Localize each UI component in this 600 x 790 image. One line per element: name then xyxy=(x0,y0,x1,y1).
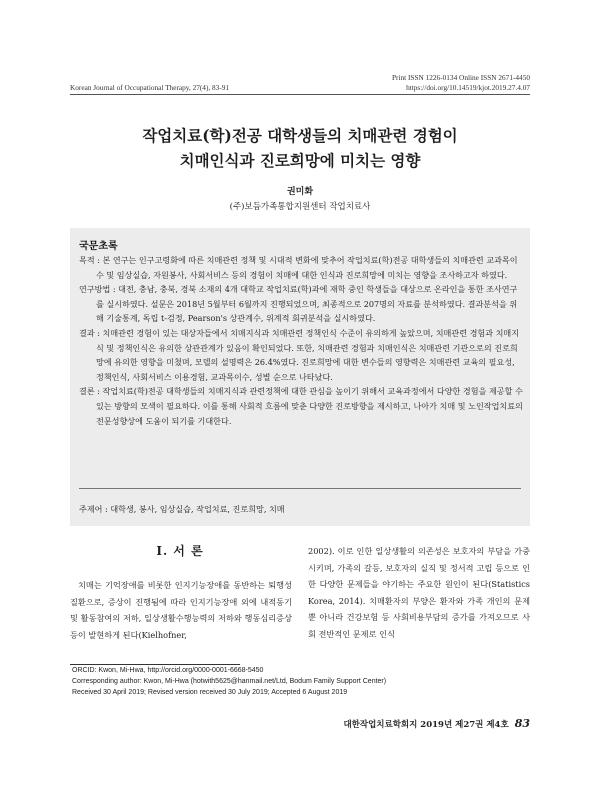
footnote-divider xyxy=(70,664,240,665)
header-divider xyxy=(70,94,530,95)
footnote-orcid: ORCID: Kwon, Mi-Hwa, http://orcid.org/0000-0001-6668-5450 xyxy=(72,667,264,674)
abstract-body xyxy=(79,253,523,428)
author-name: 권미화 xyxy=(286,187,314,197)
paper-title-line-1: 작업치료(학)전공 대학생들의 치매관련 경험이 xyxy=(142,126,458,145)
page-footer xyxy=(343,717,530,730)
page-number: 83 xyxy=(514,717,530,730)
section-title-introduction: I. 서 론 xyxy=(156,544,204,558)
abstract-purpose: 목적 : 본 연구는 인구고령화에 따른 치매관련 정책 및 시대적 변화에 맞추어 작업치료(학)전공 대학생들의 치매관련 교과목이수 및 임상실습, 자원봉사, 사회서비스 등의 경험이 치매에 대한 인식과 진로희망에 미치는 영향을 조사하고자 하였다. xyxy=(79,255,518,280)
abstract-heading: 국문초록 xyxy=(79,241,118,252)
keywords: 주제어 : 대학생, 봉사, 임상실습, 작업치료, 진로희망, 치매 xyxy=(79,504,285,514)
footnote-corresponding-author: Corresponding author: Kwon, Mi-Hwa (hotwith5625@hanmail.net/Ltd, Bodum Family Support Center) xyxy=(72,678,387,685)
abstract-results: 결과 : 치매관련 경험이 있는 대상자들에서 치매지식과 치매관련 정책인식 수준이 유의하게 높았으며, 치매관련 경험과 치매지식 및 정책인식은 유의한 상관관계가 있음이 확인되었다. 또한, 치매관련 경험과 치매인식은 치매관련 기관으로의 진로희망에 유의한 영향을 미쳤며, 모델의 설명력은 26.4%였다. 진로희망에 대한 변수들의 영향력은 치매관련 교육의 필요성, 정책인식, 사회서비스 이용경험, 교과목이수, 성별 순으로 나타났다. xyxy=(79,327,520,382)
footer-journal-issue: 대한작업치료학회지 2019년 제27권 제4호 xyxy=(343,720,509,730)
body-text-right-column: 2002). 이로 인한 일상생활의 의존성은 보호자의 부담을 가중시키며, 가족의 갈등, 보호자의 실직 및 정서적 고립 등으로 인한 다양한 문제들을 야기하는 주요한 원인이 된다(Statistics Korea, 2014). 치매환자의 부양은 환자와 가족 개인의 문제뿐 아니라 건강보험 등 사회비용부담의 증가를 가져오므로 사회 전반적인 문제로 인식 xyxy=(308,546,530,639)
running-header-issn: Print ISSN 1226-0134 Online ISSN 2671-4450 xyxy=(391,73,530,82)
abstract-methods: 연구방법 : 대전, 충남, 충북, 경북 소재의 4개 대학교 작업치료(학)과에 재학 중인 학생들을 대상으로 온라인을 통한 조사연구를 실시하였다. 설문은 2018년 5월부터 6월까지 진행되었으며, 최종적으로 207명의 자료를 분석하였다. 결과분석을 위해 기술통계, 독립 t-검정, Pearson's 상관계수, 위계적 회귀분석을 실시하였다. xyxy=(79,284,518,324)
running-header-journal: Korean Journal of Occupational Therapy, 27(4), 83-91 xyxy=(70,83,230,92)
author-affiliation: (주)보듬가족통합지원센터 작업치료사 xyxy=(229,202,371,212)
abstract-box xyxy=(70,228,530,526)
abstract-conclusion: 결론 : 작업치료(학)전공 대학생들의 치매지식과 관련정책에 대한 관심을 높이기 위해서 교육과정에서 다양한 경험을 제공할 수 있는 방향의 모색이 필요하다. 이를 통해 사회적 흐름에 맞춘 다양한 진로방향을 제시하고, 나아가 치매 및 노인작업치료의 전문성향상에 도움이 되기를 기대한다. xyxy=(79,386,523,426)
footnote-dates: Received 30 April 2019; Revised version received 30 July 2019; Accepted 6 August 2019 xyxy=(72,689,348,696)
paper-title-line-2: 치매인식과 진로희망에 미치는 영향 xyxy=(179,151,421,170)
keywords-divider xyxy=(79,488,521,489)
body-text-left-column: 치매는 기억장애를 비롯한 인지기능장애를 동반하는 퇴행성 질환으로, 증상이 진행됨에 따라 인지기능장애 외에 내적동기 및 활동참여의 저하, 일상생활수행능력의 저하와 행동심리증상 등이 발현하게 된다(Kielhofner, xyxy=(70,580,292,640)
running-header-doi[interactable]: https://doi.org/10.14519/kjot.2019.27.4.07 xyxy=(406,83,530,92)
